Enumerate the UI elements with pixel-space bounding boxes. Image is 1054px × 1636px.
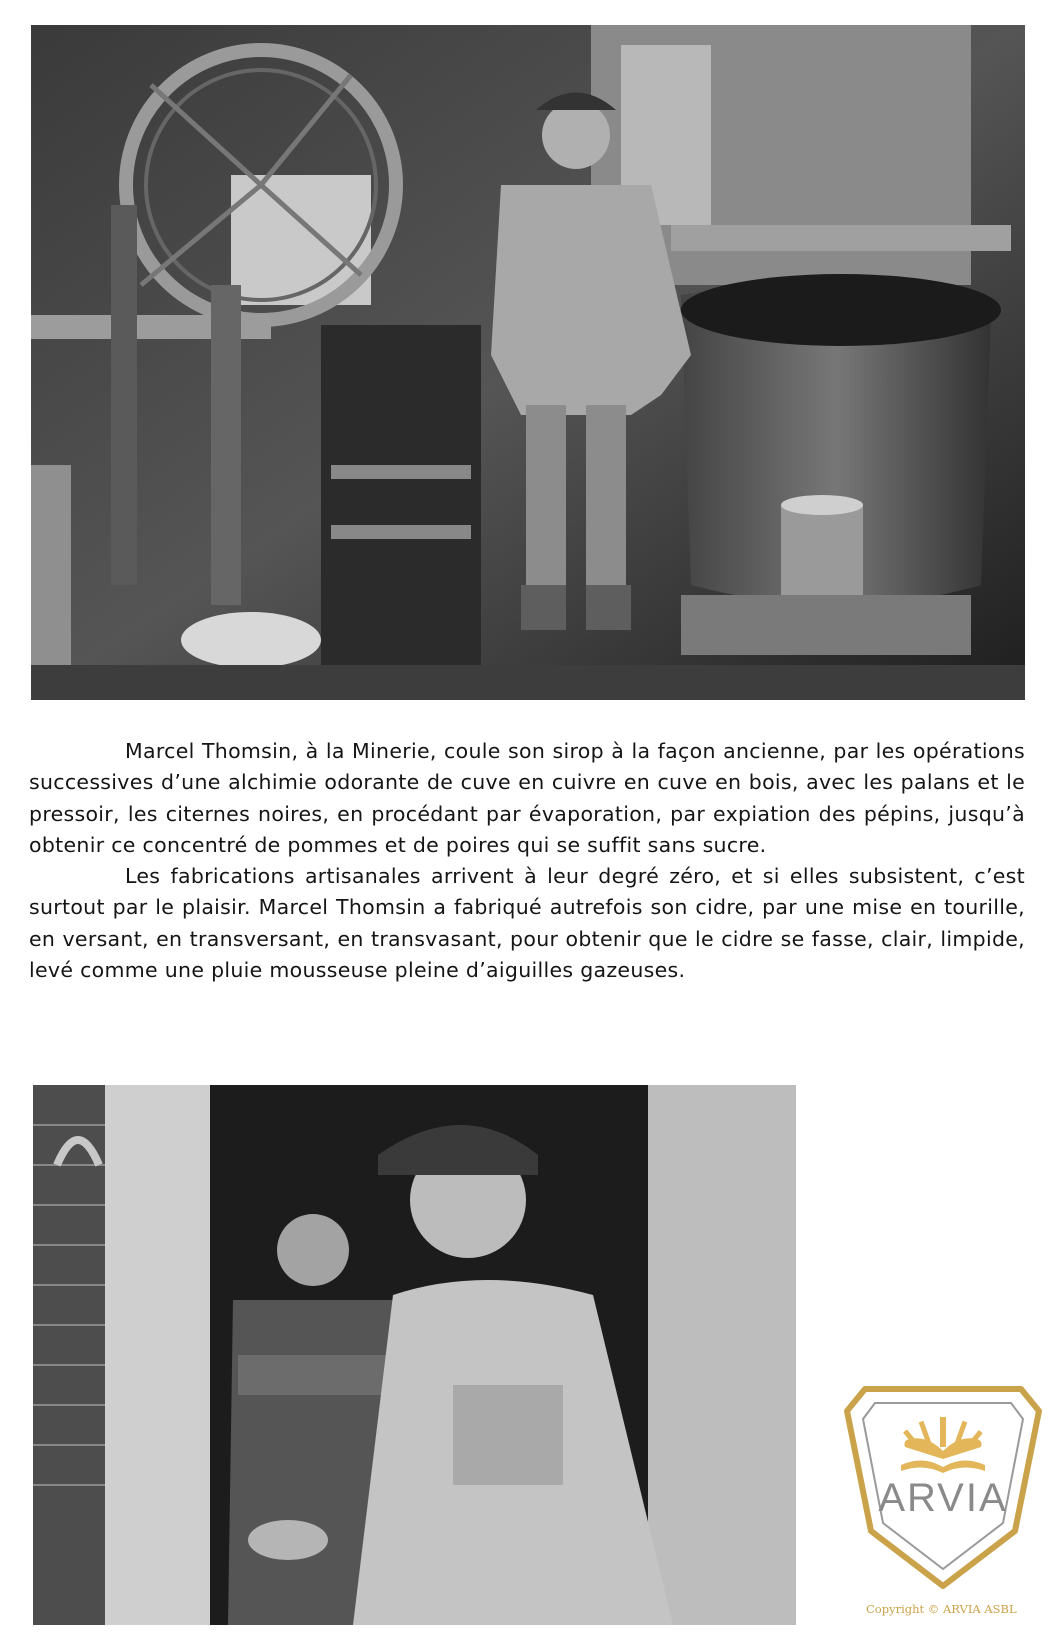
article-text	[29, 736, 1025, 986]
copyright-notice: Copyright © ARVIA ASBL	[866, 1602, 1017, 1616]
arvia-logo	[843, 1381, 1043, 1596]
paragraph-1: Marcel Thomsin, à la Minerie, coule son sirop à la façon ancienne, par les opérations successives d’une alchimie odorante de cuve en cuivre en cuve en bois, avec les palans et le pressoir, les citernes noires, en procédant par évaporation, par expiation des pépins, jusqu’à obtenir ce concentré de pommes et de poires qui se suffit sans sucre.	[29, 739, 1025, 857]
photo-couple-doorway	[33, 1085, 796, 1625]
paragraph-2: Les fabrications artisanales arrivent à leur degré zéro, et si elles subsistent, c’est surtout par le plaisir. Marcel Thomsin a fabriqué autrefois son cidre, par une mise en tourille, en versant, en transversant, en transvasant, pour obtenir que le cidre se fasse, clair, limpide, levé comme une pluie mousseuse pleine d’aiguilles gazeuses.	[29, 864, 1025, 983]
photo-syrup-workshop	[31, 25, 1025, 700]
logo-text: ARVIA	[878, 1476, 1008, 1520]
